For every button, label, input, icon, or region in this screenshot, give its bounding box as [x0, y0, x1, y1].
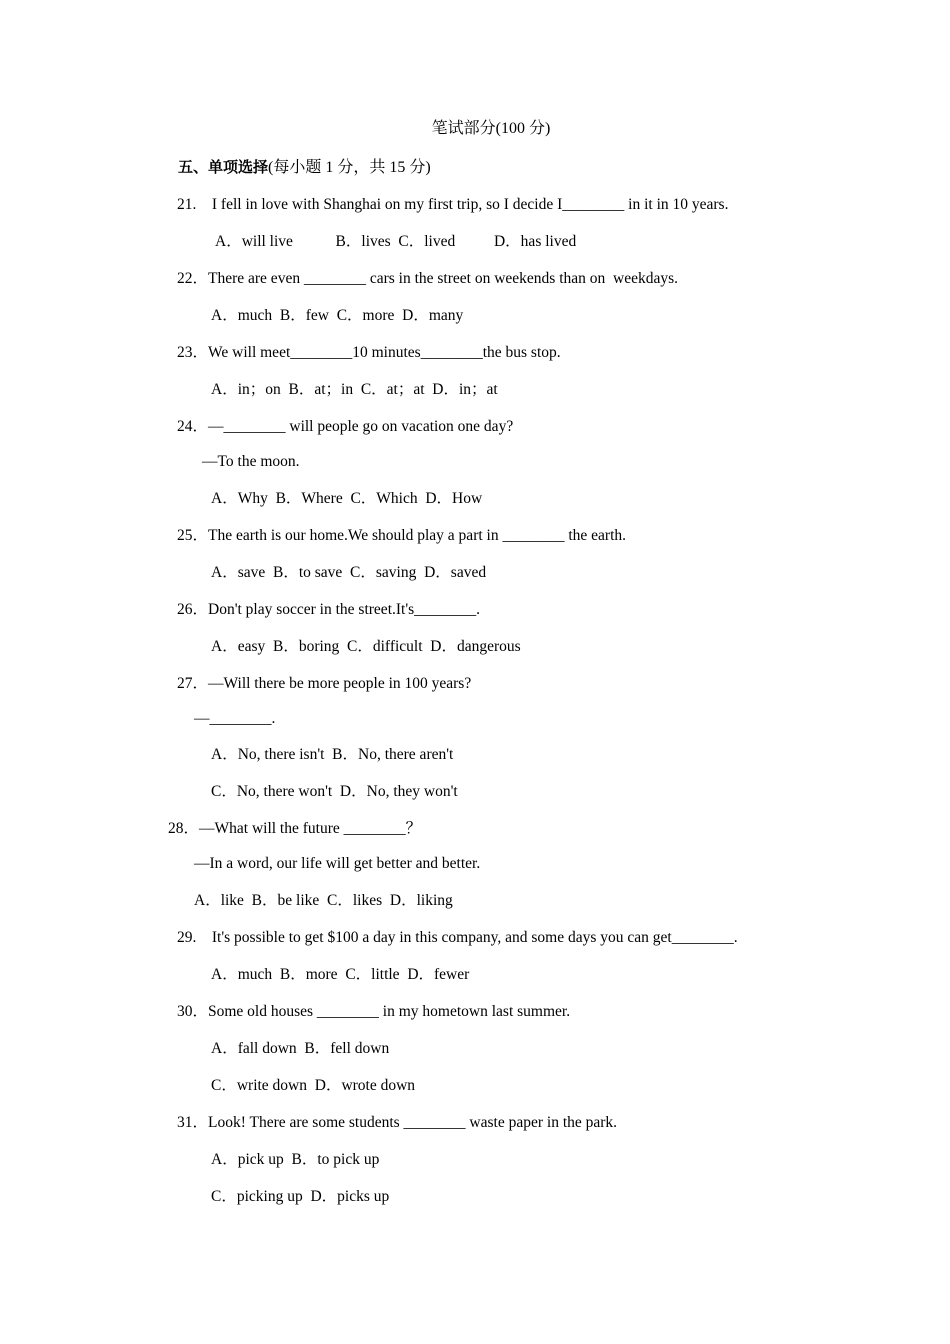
option-line: A．easy B．boring C．difficult D．dangerous [211, 638, 521, 655]
question-line: 21. I fell in love with Shanghai on my first trip, so I decide I________ in it in 10 years. [177, 196, 729, 213]
question-line: 30．Some old houses ________ in my hometown last summer. [177, 1003, 571, 1020]
section-heading [178, 157, 431, 178]
option-line: A．Why B．Where C．Which D．How [211, 490, 483, 507]
option-line: C．picking up D．picks up [211, 1188, 390, 1205]
question-line: 22．There are even ________ cars in the street on weekends than on weekdays. [177, 270, 678, 287]
question-line: 25．The earth is our home.We should play a part in ________ the earth. [177, 527, 627, 544]
option-line: C．No, there won't D．No, they won't [211, 783, 458, 800]
answer-line: —________. [194, 710, 276, 727]
section-heading-label: 五、单项选择 [178, 158, 269, 176]
option-line: A．save B．to save C．saving D．saved [211, 564, 487, 581]
section-heading-note: (每小题 1 分，共 15 分) [268, 159, 431, 176]
question-line: 23．We will meet________10 minutes________the bus stop. [177, 344, 561, 361]
answer-line: —To the moon. [202, 453, 300, 470]
option-line: A．like B．be like C．likes D．liking [194, 892, 453, 909]
option-line: A．fall down B．fell down [211, 1040, 390, 1057]
question-line: 29. It's possible to get $100 a day in this company, and some days you can get________. [177, 929, 738, 946]
option-line: A．will live B．lives C．lived D．has lived [215, 233, 577, 250]
question-line: 28．—What will the future ________？ [168, 820, 422, 837]
page-title: 笔试部分(100 分) [431, 120, 551, 137]
question-line: 26．Don't play soccer in the street.It's________. [177, 601, 481, 618]
question-line: 27．—Will there be more people in 100 years? [177, 675, 472, 692]
option-line: A．in；on B．at；in C．at；at D．in；at [211, 381, 498, 398]
option-line: A．No, there isn't B．No, there aren't [211, 746, 454, 763]
option-line: A．much B．more C．little D．fewer [211, 966, 470, 983]
question-line: 24．—________ will people go on vacation one day? [177, 418, 514, 435]
option-line: A．much B．few C．more D．many [211, 307, 464, 324]
option-line: A．pick up B．to pick up [211, 1151, 380, 1168]
question-line: 31．Look! There are some students ________ waste paper in the park. [177, 1114, 618, 1131]
option-line: C．write down D．wrote down [211, 1077, 416, 1094]
answer-line: —In a word, our life will get better and better. [194, 855, 481, 872]
